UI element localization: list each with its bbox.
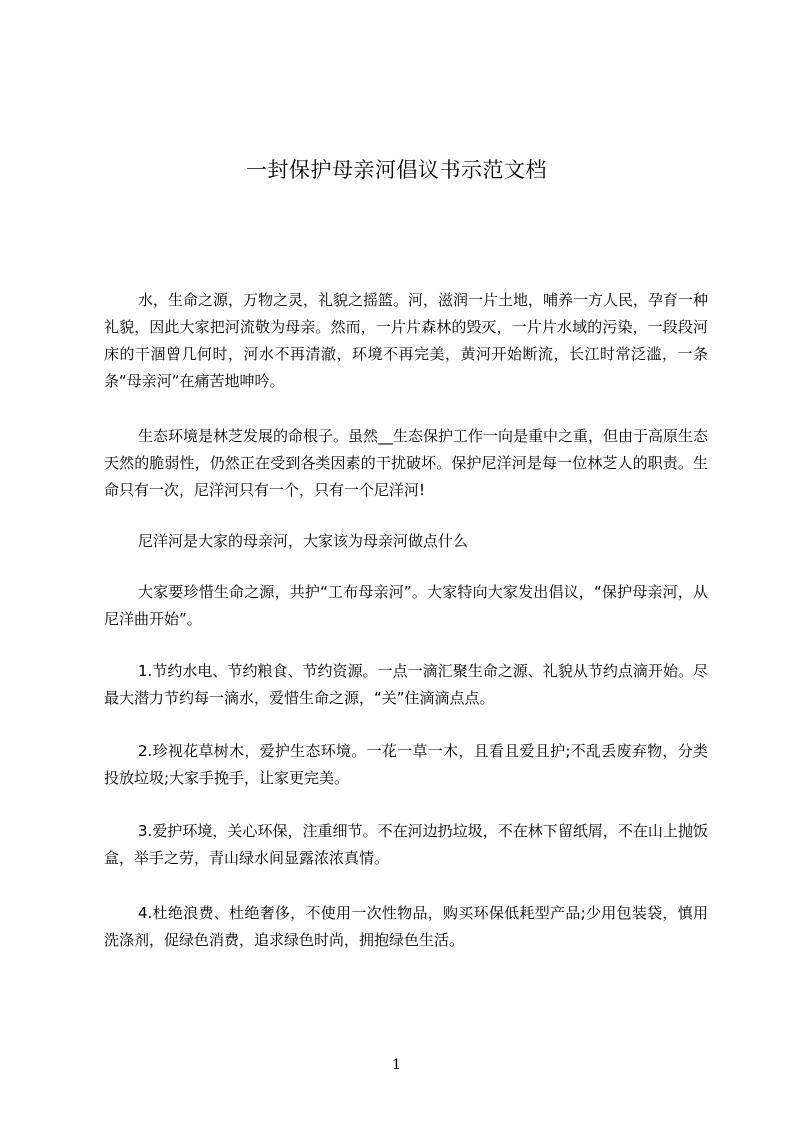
paragraph-ecology: 生态环境是林芝发展的命根子。虽然__生态保护工作一向是重中之重，但由于高原生态天然的脆弱性，仍然正在受到各类因素的干扰破坏。保护尼洋河是每一位林芝人的职责。生命只有一次，尼洋河只有一个，只有一个尼洋河! <box>104 427 709 499</box>
page-number: 1 <box>392 1057 401 1073</box>
paragraph-item-1: 1.节约水电、节约粮食、节约资源。一点一滴汇聚生命之源、礼貌从节约点滴开始。尽最大潜力节约每一滴水，爱惜生命之源，“关”住滴滴点点。 <box>104 662 708 707</box>
paragraph-item-2: 2.珍视花草树木，爱护生态环境。一花一草一木，且看且爱且护;不乱丢废弃物，分类投放垃圾;大家手挽手，让家更完美。 <box>104 742 708 787</box>
paragraph-item-3: 3.爱护环境，关心环保，注重细节。不在河边扔垃圾，不在林下留纸屑，不在山上抛饭盒，举手之劳，青山绿水间显露浓浓真情。 <box>104 822 708 867</box>
document-title: 一封保护母亲河倡议书示范文档 <box>246 158 547 183</box>
paragraph-item-4: 4.杜绝浪费、杜绝奢侈，不使用一次性物品，购买环保低耗型产品;少用包装袋，慎用洗涤剂，促绿色消费，追求绿色时尚，拥抱绿色生活。 <box>104 904 708 949</box>
paragraph-proposal: 大家要珍惜生命之源，共护“工布母亲河”。大家特向大家发出倡议，“保护母亲河，从尼洋曲开始”。 <box>104 583 708 628</box>
paragraph-intro: 水，生命之源，万物之灵，礼貌之摇篮。河，滋润一片土地，哺养一方人民，孕育一种礼貌，因此大家把河流敬为母亲。然而，一片片森林的毁灭，一片片水域的污染，一段段河床的干涸曾几何时，河水不再清澈，环境不再完美，黄河开始断流，长江时常泛滥，一条条“母亲河”在痛苦地呻吟。 <box>104 291 709 390</box>
paragraph-question: 尼洋河是大家的母亲河，大家该为母亲河做点什么 <box>138 532 469 550</box>
